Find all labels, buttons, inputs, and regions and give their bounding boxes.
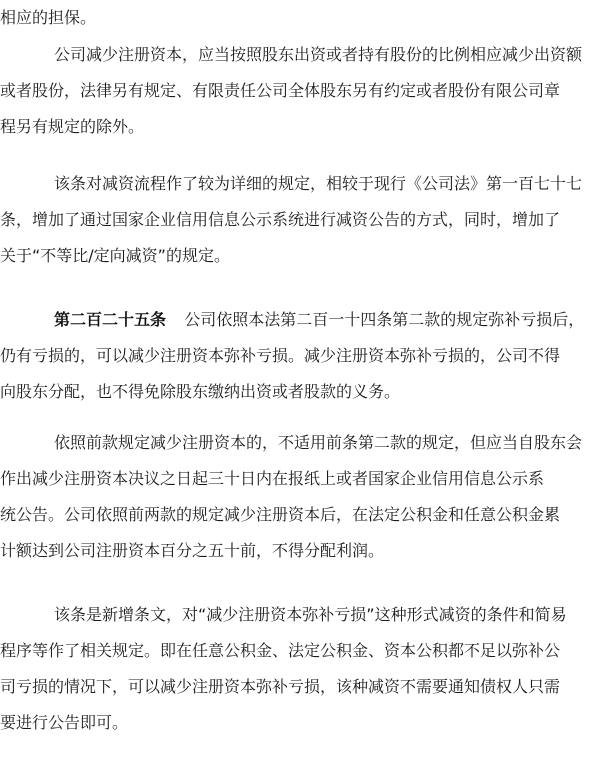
article-text: 公司依照本法第二百一十四条第二款的规定弥补亏损后，: [184, 310, 585, 329]
paragraph-commentary-1: [0, 172, 600, 268]
paragraph-line: 程另有规定的除外。: [0, 117, 145, 136]
paragraph-line: 程序等作了相关规定。即在任意公积金、法定公积金、资本公积都不足以弥补公: [0, 641, 561, 660]
article-first-line: [0, 308, 600, 332]
paragraph-line: 关于“不等比/定向减资”的规定。: [0, 246, 230, 265]
paragraph-line: 该条对减资流程作了较为详细的规定，相较于现行《公司法》第一百七十七: [54, 174, 583, 193]
paragraph-line: 仍有亏损的，可以减少注册资本弥补亏损。减少注册资本弥补亏损的，公司不得: [0, 346, 561, 365]
paragraph-line: 计额达到公司注册资本百分之五十前，不得分配利润。: [0, 541, 385, 560]
paragraph-line: 公司减少注册资本，应当按照股东出资或者持有股份的比例相应减少出资额: [54, 45, 583, 64]
paragraph-line: 司亏损的情况下，可以减少注册资本弥补亏损，该种减资不需要通知债权人只需: [0, 677, 561, 696]
paragraph-article-225-second: [0, 431, 600, 563]
paragraph-line: 向股东分配，也不得免除股东缴纳出资或者股款的义务。: [0, 382, 401, 401]
article-225: [0, 308, 600, 404]
paragraph-line: 或者股份，法律另有规定、有限责任公司全体股东另有约定或者股份有限公司章: [0, 81, 561, 100]
paragraph-line: 条，增加了通过国家企业信用信息公示系统进行减资公告的方式，同时，增加了: [0, 210, 561, 229]
paragraph-line: 该条是新增条文，对“减少注册资本弥补亏损”这种形式减资的条件和简易: [54, 605, 567, 624]
paragraph-line: 统公告。公司依照前两款的规定减少注册资本后，在法定公积金和任意公积金累: [0, 505, 561, 524]
paragraph-line: 作出减少注册资本决议之日起三十日内在报纸上或者国家企业信用信息公示系: [0, 469, 545, 488]
intro-line: 相应的担保。: [0, 8, 97, 27]
paragraph-line: 要进行公告即可。: [0, 713, 129, 732]
article-heading: 第二百二十五条: [54, 310, 167, 329]
paragraph-capital-reduction: [0, 43, 600, 139]
paragraph-commentary-2: [0, 603, 600, 735]
paragraph-line: 依照前款规定减少注册资本的，不适用前条第二款的规定，但应当自股东会: [54, 433, 583, 452]
